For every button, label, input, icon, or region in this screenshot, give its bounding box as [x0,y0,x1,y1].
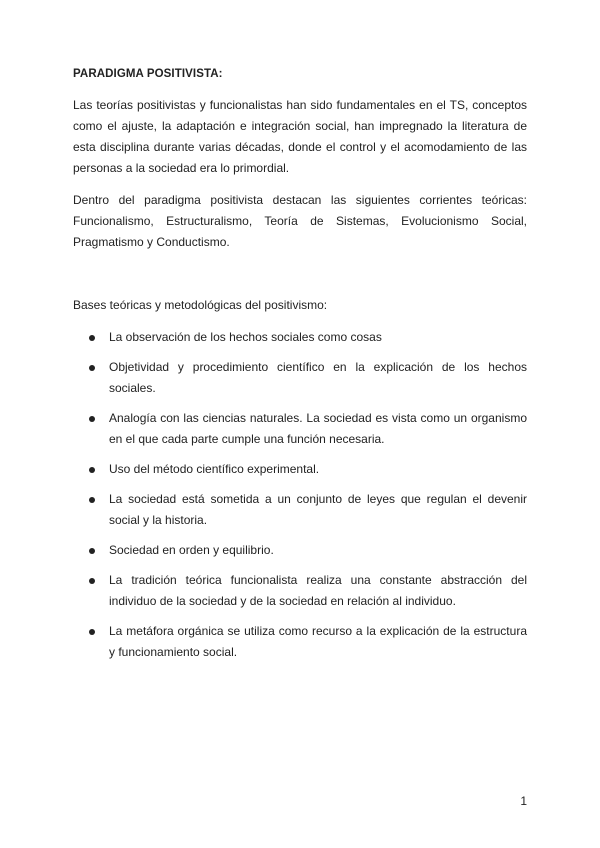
list-item-text: Uso del método científico experimental. [109,462,320,476]
list-item [73,570,527,612]
bullet-icon [89,548,95,554]
list-item-text: La metáfora orgánica se utiliza como recurso a la explicación de la estructura y funcionamiento social. [109,624,527,659]
bullet-icon [89,578,95,584]
section-heading: PARADIGMA POSITIVISTA: [73,68,223,80]
list-item-text: Objetividad y procedimiento científico en la explicación de los hechos sociales. [109,360,527,395]
list-item [73,540,527,561]
bullet-icon [89,467,95,473]
list-item [73,327,527,348]
list-item [73,357,527,399]
list-item [73,489,527,531]
bullet-list [73,327,527,663]
bullet-icon [89,629,95,635]
bullet-icon [89,365,95,371]
bullet-icon [89,416,95,422]
list-item [73,408,527,450]
list-heading: Bases teóricas y metodológicas del positivismo: [73,298,328,312]
list-item-text: Analogía con las ciencias naturales. La sociedad es vista como un organismo en el que cada parte cumple una función necesaria. [109,411,527,446]
list-item [73,459,527,480]
page-number: 1 [520,794,527,808]
list-item-text: La tradición teórica funcionalista realiza una constante abstracción del individuo de la sociedad y de la sociedad en relación al individuo. [109,573,527,608]
list-item-text: La observación de los hechos sociales como cosas [109,330,382,344]
list-item-text: Sociedad en orden y equilibrio. [109,543,274,557]
bullet-icon [89,335,95,341]
bullet-icon [89,497,95,503]
paragraph-intro: Las teorías positivistas y funcionalistas han sido fundamentales en el TS, conceptos como el ajuste, la adaptación e integración social, han impregnado la literatura de esta disciplina durante varias décadas, donde el control y el acomodamiento de las personas a la sociedad era lo primordial. [73,98,527,175]
list-item [73,621,527,663]
page-content [73,64,527,672]
spacer [73,264,527,295]
list-item-text: La sociedad está sometida a un conjunto de leyes que regulan el devenir social y la historia. [109,492,527,527]
paragraph-currents: Dentro del paradigma positivista destacan las siguientes corrientes teóricas: Funcionalismo, Estructuralismo, Teoría de Sistemas, Evolucionismo Social, Pragmatismo y Conductismo. [73,193,527,249]
